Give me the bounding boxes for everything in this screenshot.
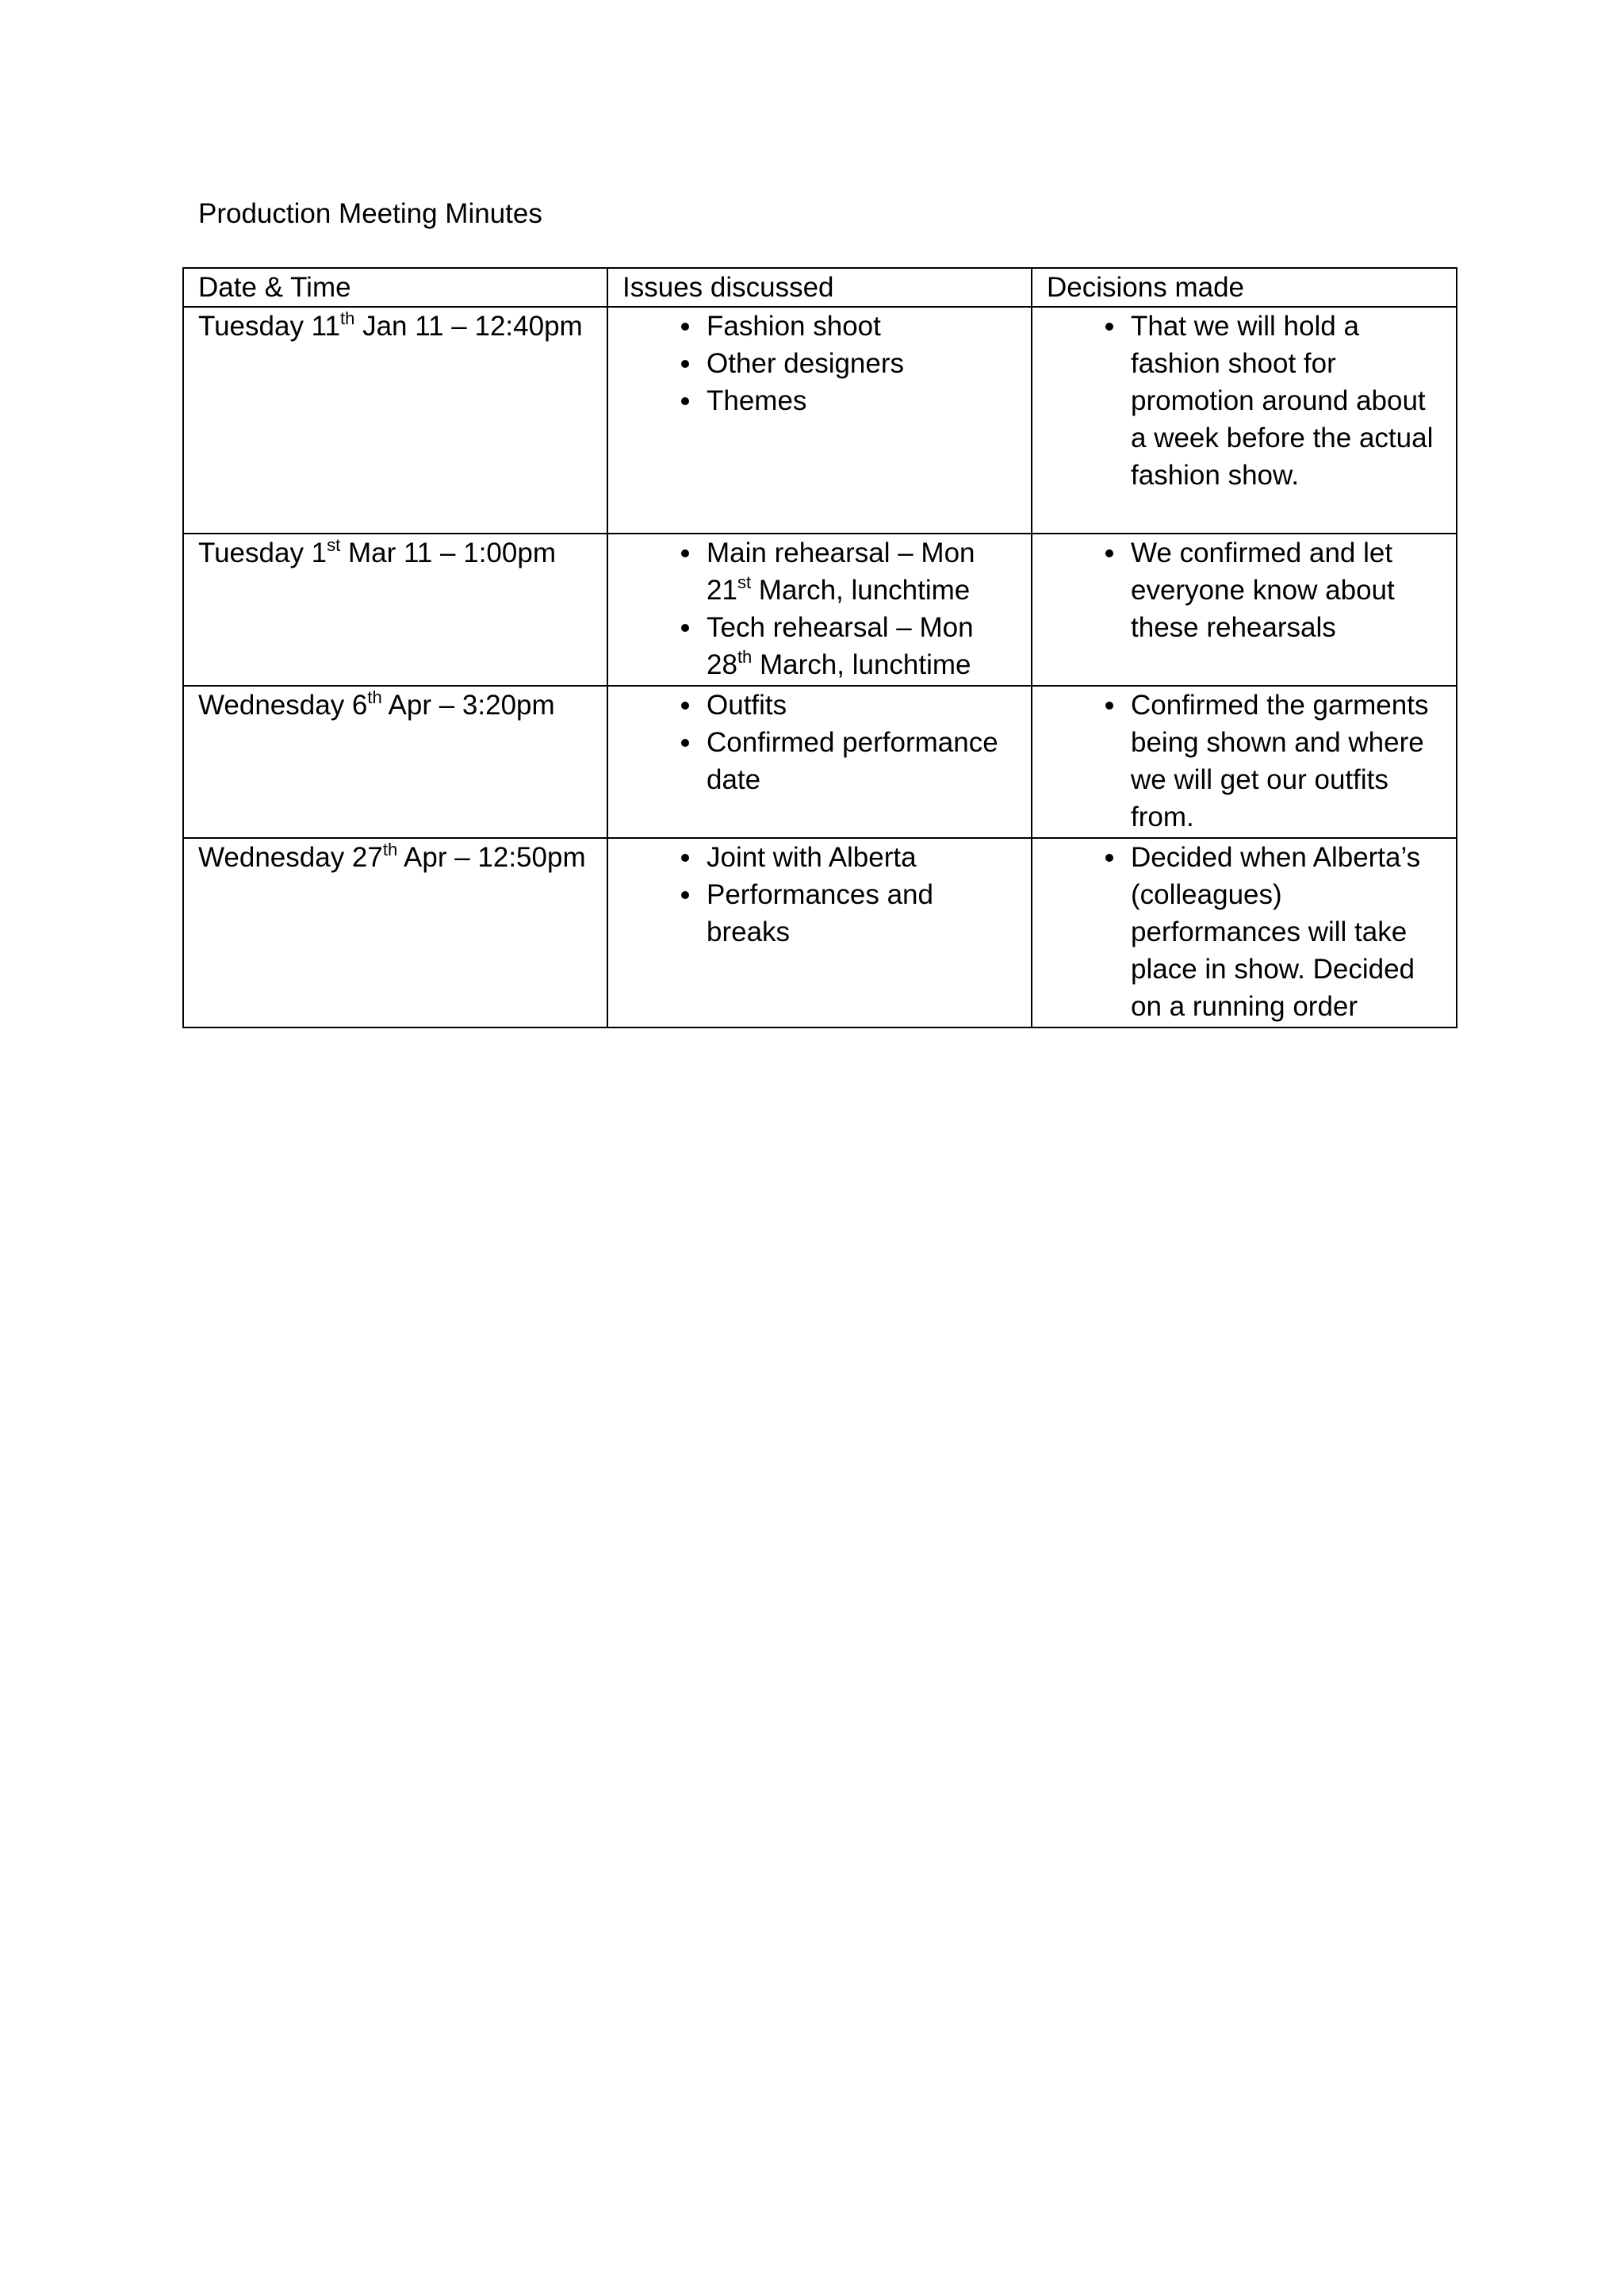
header-date-time: Date & Time — [183, 268, 607, 307]
issue-text: Fashion shoot — [707, 311, 881, 342]
decision-text: We confirmed and let everyone know about these rehearsals — [1131, 538, 1395, 643]
decisions-cell — [1032, 534, 1457, 686]
bullet-icon — [1105, 702, 1113, 710]
date-ordinal: th — [367, 687, 382, 707]
bullet-icon — [681, 323, 689, 331]
issue-text: Joint with Alberta — [707, 842, 917, 873]
page-title: Production Meeting Minutes — [198, 198, 542, 229]
date-cell — [183, 307, 607, 534]
decisions-list — [1047, 534, 1442, 646]
date-main: Tuesday 1 — [198, 538, 327, 568]
issue-text-pre: Tech rehearsal – Mon 28 — [707, 612, 974, 680]
decisions-list — [1047, 839, 1442, 1025]
issue-text: Outfits — [707, 690, 787, 721]
issue-text-post: March, lunchtime — [752, 649, 971, 680]
issues-list — [622, 534, 1017, 683]
list-item — [1047, 308, 1442, 494]
date-main: Wednesday 6 — [198, 690, 368, 721]
header-issues-discussed: Issues discussed — [607, 268, 1032, 307]
date-rest: Apr – 12:50pm — [397, 842, 586, 873]
table-row — [183, 686, 1457, 838]
date-rest: Apr – 3:20pm — [381, 690, 555, 721]
list-item — [1047, 687, 1442, 836]
list-item — [622, 724, 1017, 798]
bullet-icon — [681, 854, 689, 862]
bullet-icon — [681, 739, 689, 747]
bullet-icon — [681, 549, 689, 557]
date-cell — [183, 838, 607, 1027]
bullet-icon — [1105, 323, 1113, 331]
minutes-table — [182, 267, 1457, 1028]
table-row — [183, 838, 1457, 1027]
bullet-icon — [681, 360, 689, 368]
issue-text-pre: Main rehearsal – Mon 21 — [707, 538, 975, 606]
decision-text: Confirmed the garments being shown and where we will get our outfits from. — [1131, 690, 1429, 832]
issue-text: Confirmed performance date — [707, 727, 998, 795]
date-rest: Jan 11 – 12:40pm — [354, 311, 583, 342]
bullet-icon — [681, 702, 689, 710]
date-rest: Mar 11 – 1:00pm — [340, 538, 556, 568]
issue-ordinal: th — [737, 647, 753, 667]
issues-cell — [607, 686, 1032, 838]
bullet-icon — [681, 397, 689, 405]
header-decisions-made: Decisions made — [1032, 268, 1457, 307]
list-item — [1047, 534, 1442, 646]
decisions-list — [1047, 687, 1442, 836]
bullet-icon — [681, 624, 689, 632]
decisions-cell — [1032, 838, 1457, 1027]
list-item — [622, 382, 1017, 419]
list-item — [1047, 839, 1442, 1025]
bullet-icon — [1105, 854, 1113, 862]
issues-cell — [607, 307, 1032, 534]
issues-cell — [607, 838, 1032, 1027]
list-item — [622, 345, 1017, 382]
issues-list — [622, 687, 1017, 798]
issue-text: Themes — [707, 385, 807, 416]
list-item — [622, 609, 1017, 683]
decisions-cell — [1032, 307, 1457, 534]
table-header-row — [183, 268, 1457, 307]
date-ordinal: st — [327, 535, 341, 555]
list-item — [622, 534, 1017, 609]
issues-cell — [607, 534, 1032, 686]
date-cell — [183, 686, 607, 838]
list-item — [622, 839, 1017, 876]
bullet-icon — [681, 891, 689, 899]
bullet-icon — [1105, 549, 1113, 557]
list-item — [622, 876, 1017, 951]
decisions-cell — [1032, 686, 1457, 838]
table-row — [183, 534, 1457, 686]
issue-text: Other designers — [707, 348, 905, 379]
decision-text: Decided when Alberta’s (colleagues) performances will take place in show. Decided on a running order — [1131, 842, 1421, 1022]
date-main: Tuesday 11 — [198, 311, 340, 342]
list-item — [622, 308, 1017, 345]
date-main: Wednesday 27 — [198, 842, 383, 873]
issue-text-post: March, lunchtime — [751, 575, 971, 606]
issue-text: Performances and breaks — [707, 879, 933, 947]
issues-list — [622, 839, 1017, 951]
date-cell — [183, 534, 607, 686]
issues-list — [622, 308, 1017, 419]
date-ordinal: th — [340, 308, 355, 328]
date-ordinal: th — [382, 840, 398, 859]
decisions-list — [1047, 308, 1442, 494]
decision-text: That we will hold a fashion shoot for promotion around about a week before the actual fashion show. — [1131, 311, 1434, 491]
list-item — [622, 687, 1017, 724]
table-row — [183, 307, 1457, 534]
issue-ordinal: st — [737, 572, 752, 592]
